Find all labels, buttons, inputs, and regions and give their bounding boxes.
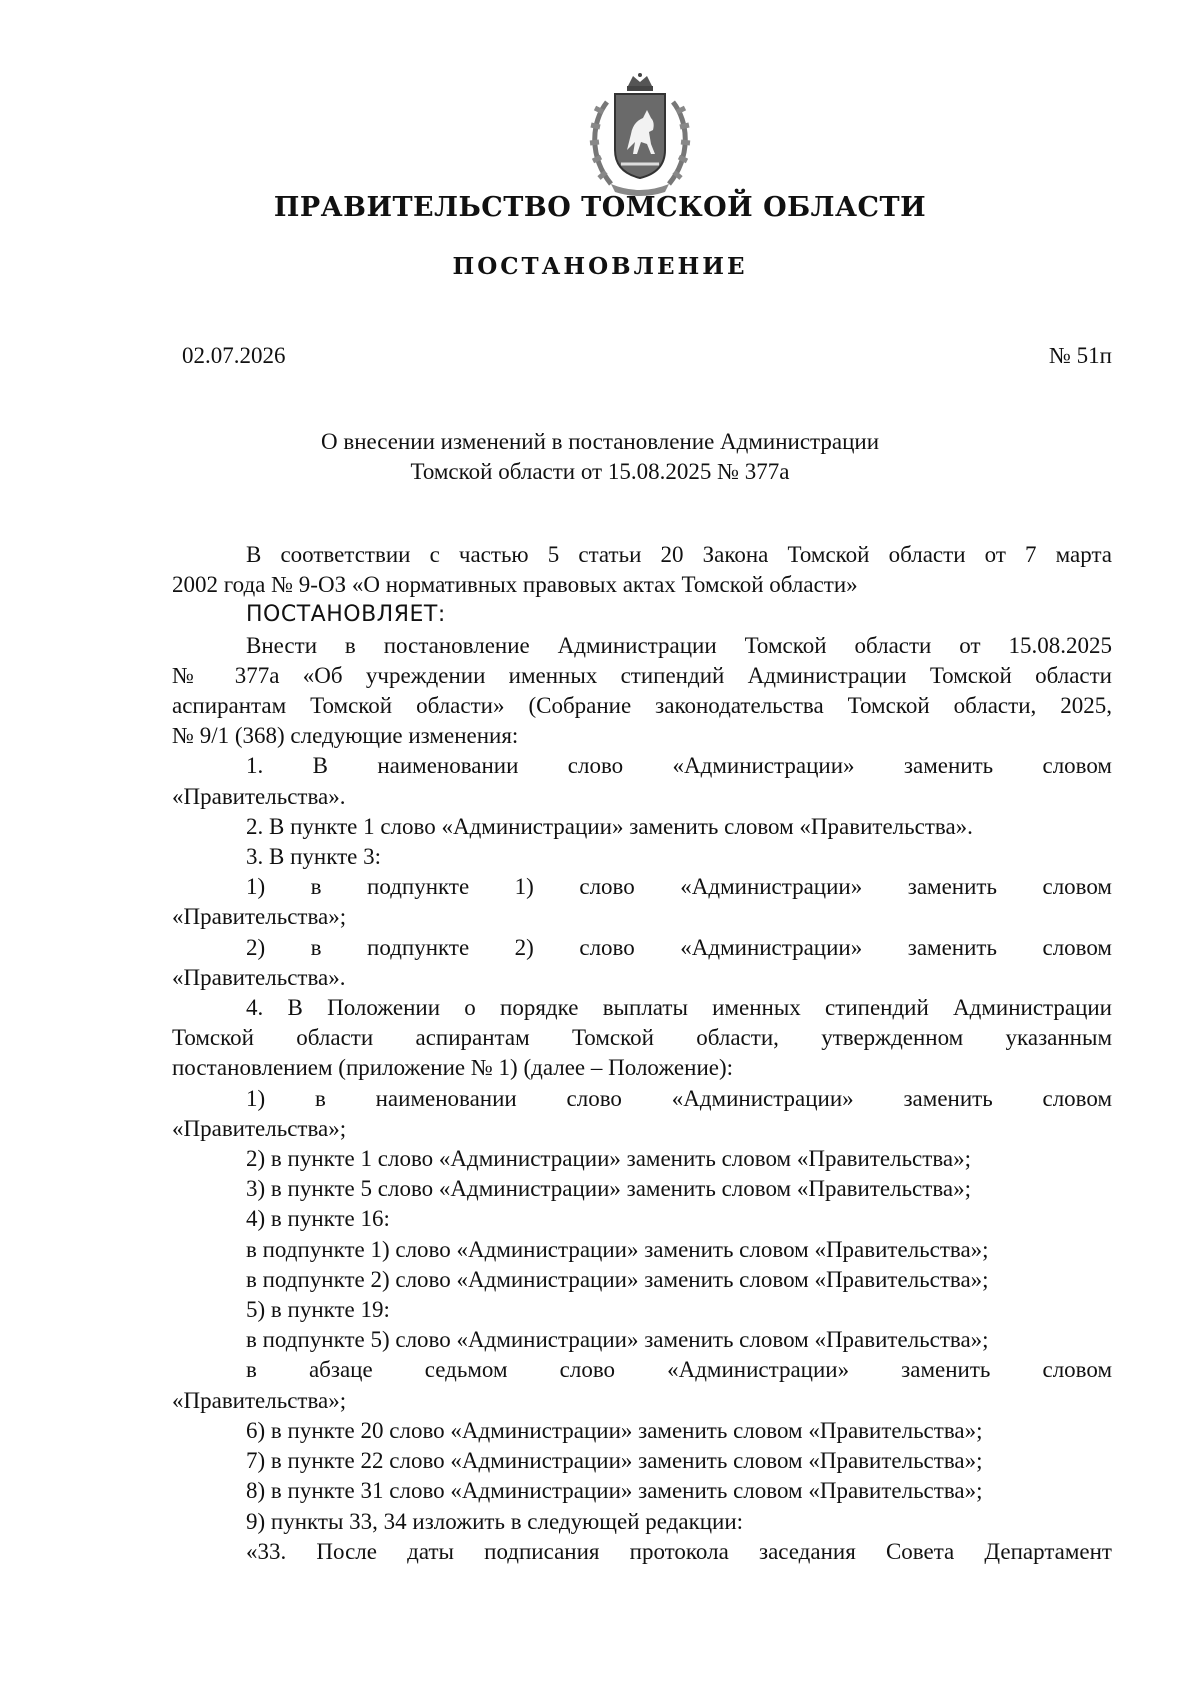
text-line: В соответствии с частью 5 статьи 20 Закона Томской области от 7 марта bbox=[246, 542, 1112, 567]
text-line: 2. В пункте 1 слово «Администрации» заменить словом «Правительства». bbox=[246, 813, 973, 839]
text-line: в подпункте 2) слово «Администрации» заменить словом «Правительства»; bbox=[246, 1266, 989, 1292]
text-line: аспирантам Томской области» (Собрание законодательства Томской области, 2025, bbox=[172, 693, 1112, 719]
text-line: 8) в пункте 31 слово «Администрации» заменить словом «Правительства»; bbox=[246, 1478, 983, 1504]
text-line: 3) в пункте 5 слово «Администрации» заменить словом «Правительства»; bbox=[246, 1176, 971, 1202]
text-line: 2) в подпункте 2) слово «Администрации» заменить словом bbox=[246, 934, 1112, 960]
text-line: в подпункте 1) слово «Администрации» заменить словом «Правительства»; bbox=[246, 1236, 989, 1262]
text-line: № 9/1 (368) следующие изменения: bbox=[172, 723, 519, 749]
text-line: 7) в пункте 22 слово «Администрации» заменить словом «Правительства»; bbox=[246, 1448, 983, 1474]
document-date: 02.07.2026 bbox=[182, 343, 286, 368]
text-line: 2002 года № 9-ОЗ «О нормативных правовых актах Томской области» bbox=[172, 572, 858, 598]
text-line: 1. В наименовании слово «Администрации» заменить словом bbox=[246, 753, 1112, 779]
text-line: Внести в постановление Администрации Томской области от 15.08.2025 bbox=[246, 632, 1112, 658]
text-line: 1) в наименовании слово «Администрации» заменить словом bbox=[246, 1085, 1112, 1111]
text-line: «33. После даты подписания протокола заседания Совета Департамент bbox=[246, 1538, 1112, 1564]
text-line: «Правительства»; bbox=[172, 1115, 347, 1141]
title-line: О внесении изменений в постановление Администрации bbox=[320, 429, 880, 454]
text-line: Томской области аспирантам Томской области, утвержденном указанным bbox=[172, 1025, 1112, 1051]
text-line: 5) в пункте 19: bbox=[246, 1297, 390, 1323]
document-title bbox=[150, 427, 1050, 487]
text-line: 4) в пункте 16: bbox=[246, 1206, 390, 1232]
document-type: ПОСТАНОВЛЕНИЕ bbox=[452, 253, 748, 280]
text-line: в подпункте 5) слово «Администрации» заменить словом «Правительства»; bbox=[246, 1327, 989, 1353]
text-line: «Правительства»; bbox=[172, 904, 347, 930]
text-line: 3. В пункте 3: bbox=[246, 844, 381, 870]
document-number: № 51п bbox=[1048, 343, 1112, 368]
resolves-heading: ПОСТАНОВЛЯЕТ: bbox=[246, 602, 446, 628]
text-line: «Правительства»; bbox=[172, 1387, 347, 1413]
text-line: № 377а «Об учреждении именных стипендий Администрации Томской области bbox=[172, 662, 1112, 688]
text-line: 6) в пункте 20 слово «Администрации» заменить словом «Правительства»; bbox=[246, 1417, 983, 1443]
text-line: 1) в подпункте 1) слово «Администрации» заменить словом bbox=[246, 874, 1112, 900]
text-line: в абзаце седьмом слово «Администрации» заменить словом bbox=[246, 1357, 1112, 1383]
title-line: Томской области от 15.08.2025 № 377а bbox=[410, 459, 790, 484]
tomsk-region-coat-of-arms-icon bbox=[581, 72, 699, 200]
text-line: 4. В Положении о порядке выплаты именных стипендий Администрации bbox=[246, 995, 1112, 1021]
text-line: «Правительства». bbox=[172, 783, 346, 809]
document-body bbox=[172, 540, 1112, 1567]
text-line: «Правительства». bbox=[172, 964, 346, 990]
text-line: постановлением (приложение № 1) (далее – Положение): bbox=[172, 1055, 734, 1081]
text-line: 2) в пункте 1 слово «Администрации» заменить словом «Правительства»; bbox=[246, 1146, 971, 1172]
organization-name: ПРАВИТЕЛЬСТВО ТОМСКОЙ ОБЛАСТИ bbox=[273, 192, 927, 223]
text-line: 9) пункты 33, 34 изложить в следующей редакции: bbox=[246, 1508, 744, 1534]
